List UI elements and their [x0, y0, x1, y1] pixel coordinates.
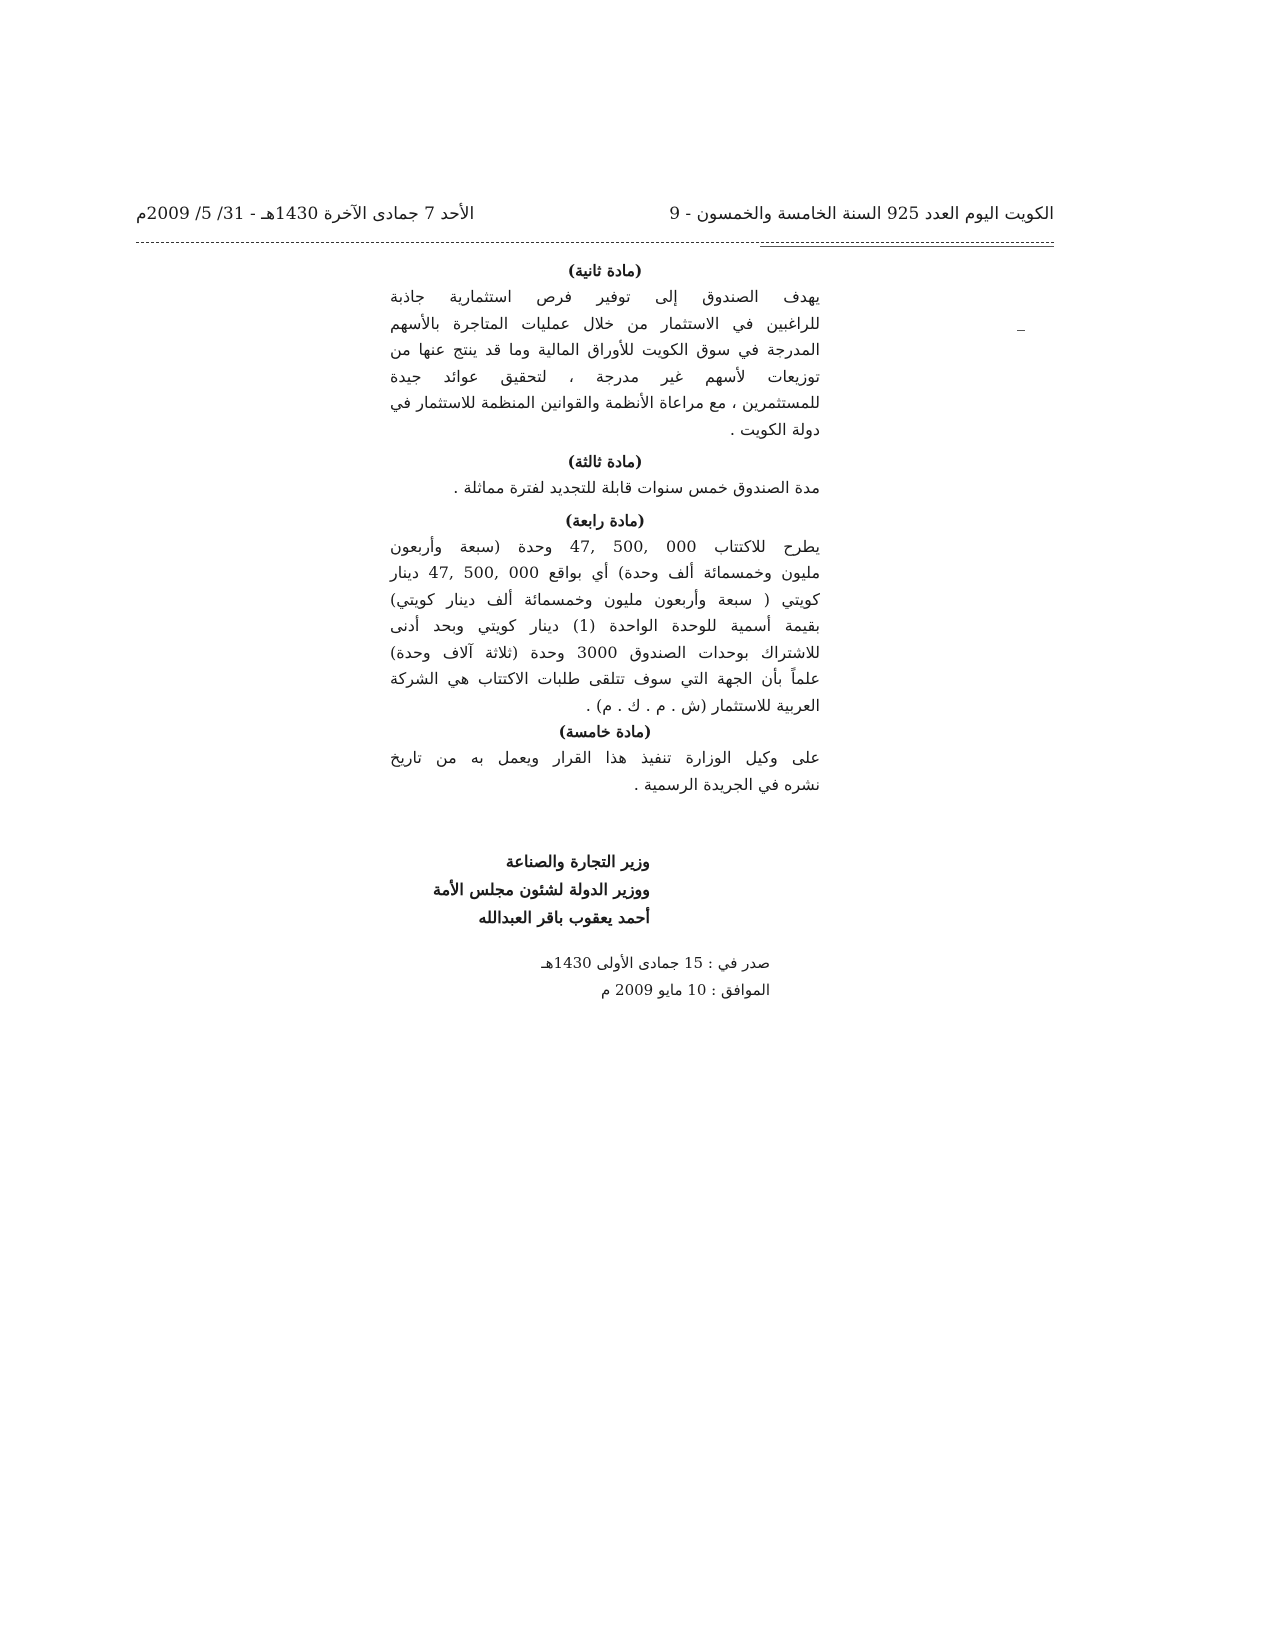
margin-mark: [1017, 330, 1025, 331]
article-line: دولة الكويت .: [729, 419, 820, 439]
page-header: [136, 204, 1054, 234]
article-title: (مادة رابعة): [564, 510, 645, 530]
issue-date-block: [520, 950, 770, 1004]
article-line: على وكيل الوزارة تنفيذ هذا القرار ويعمل به من تاريخ: [390, 748, 820, 767]
signature-title-2: ووزير الدولة لشئون مجلس الأمة: [433, 880, 650, 899]
header-date: الأحد 7 جمادى الآخرة 1430هـ - 31/ 5/ 2009م: [136, 204, 475, 224]
article-body: [390, 475, 820, 502]
issued-gregorian-date: الموافق : 10 مايو 2009 م: [600, 981, 770, 999]
article-line: مدة الصندوق خمس سنوات قابلة للتجديد لفترة مماثلة .: [453, 478, 820, 497]
article-line: بقيمة أسمية للوحدة الواحدة (1) دينار كويتي وبحد أدنى: [390, 616, 820, 635]
article-line: كويتي ( سبعة وأربعون مليون وخمسمائة ألف دينار كويتي): [390, 589, 820, 609]
article-title: (مادة ثالثة): [567, 452, 643, 471]
articles-column: [390, 258, 820, 798]
article-line: نشره في الجريدة الرسمية .: [633, 774, 820, 794]
header-divider-accent: [760, 246, 1054, 247]
article-line: مليون وخمسمائة ألف وحدة) أي بواقع 000 ,500 ,47 دينار: [390, 563, 821, 582]
article-2: [390, 258, 820, 443]
article-line: للاشتراك بوحدات الصندوق 3000 وحدة (ثلاثة آلاف وحدة): [390, 642, 821, 662]
signature-title: وزير التجارة والصناعة: [505, 852, 650, 871]
article-body: [390, 534, 820, 720]
article-line: للراغبين في الاستثمار من خلال عمليات المتاجرة بالأسهم: [390, 313, 820, 333]
issued-hijri-date: صدر في : 15 جمادى الأولى 1430هـ: [541, 954, 770, 972]
article-line: للمستثمرين ، مع مراعاة الأنظمة والقوانين المنظمة للاستثمار في: [390, 393, 820, 412]
signature-name: أحمد يعقوب باقر العبدالله: [478, 908, 650, 927]
article-3: [390, 449, 820, 502]
article-line: يهدف الصندوق إلى توفير فرص استثمارية جاذبة: [390, 287, 820, 306]
article-line: يطرح للاكتتاب 000 ,500 ,47 وحدة (سبعة وأربعون: [390, 536, 821, 556]
article-line: المدرجة في سوق الكويت للأوراق المالية وما قد ينتج عنها من: [390, 340, 820, 359]
article-body: [390, 745, 820, 798]
header-issue-info: الكويت اليوم العدد 925 السنة الخامسة والخمسون - 9: [669, 204, 1054, 224]
header-divider: [136, 242, 1054, 243]
article-title: (مادة خامسة): [558, 722, 652, 741]
article-line: العربية للاستثمار (ش . م . ك . م) .: [585, 695, 820, 715]
article-title: (مادة ثانية): [567, 261, 643, 280]
article-5: [390, 719, 820, 798]
article-body: [390, 284, 820, 443]
article-4: [390, 508, 820, 720]
minister-signature-block: [430, 848, 650, 932]
article-line: توزيعات لأسهم غير مدرجة ، لتحقيق عوائد جيدة: [390, 366, 820, 386]
article-line: علماً بأن الجهة التي سوف تتلقى طلبات الاكتتاب هي الشركة: [390, 669, 820, 688]
